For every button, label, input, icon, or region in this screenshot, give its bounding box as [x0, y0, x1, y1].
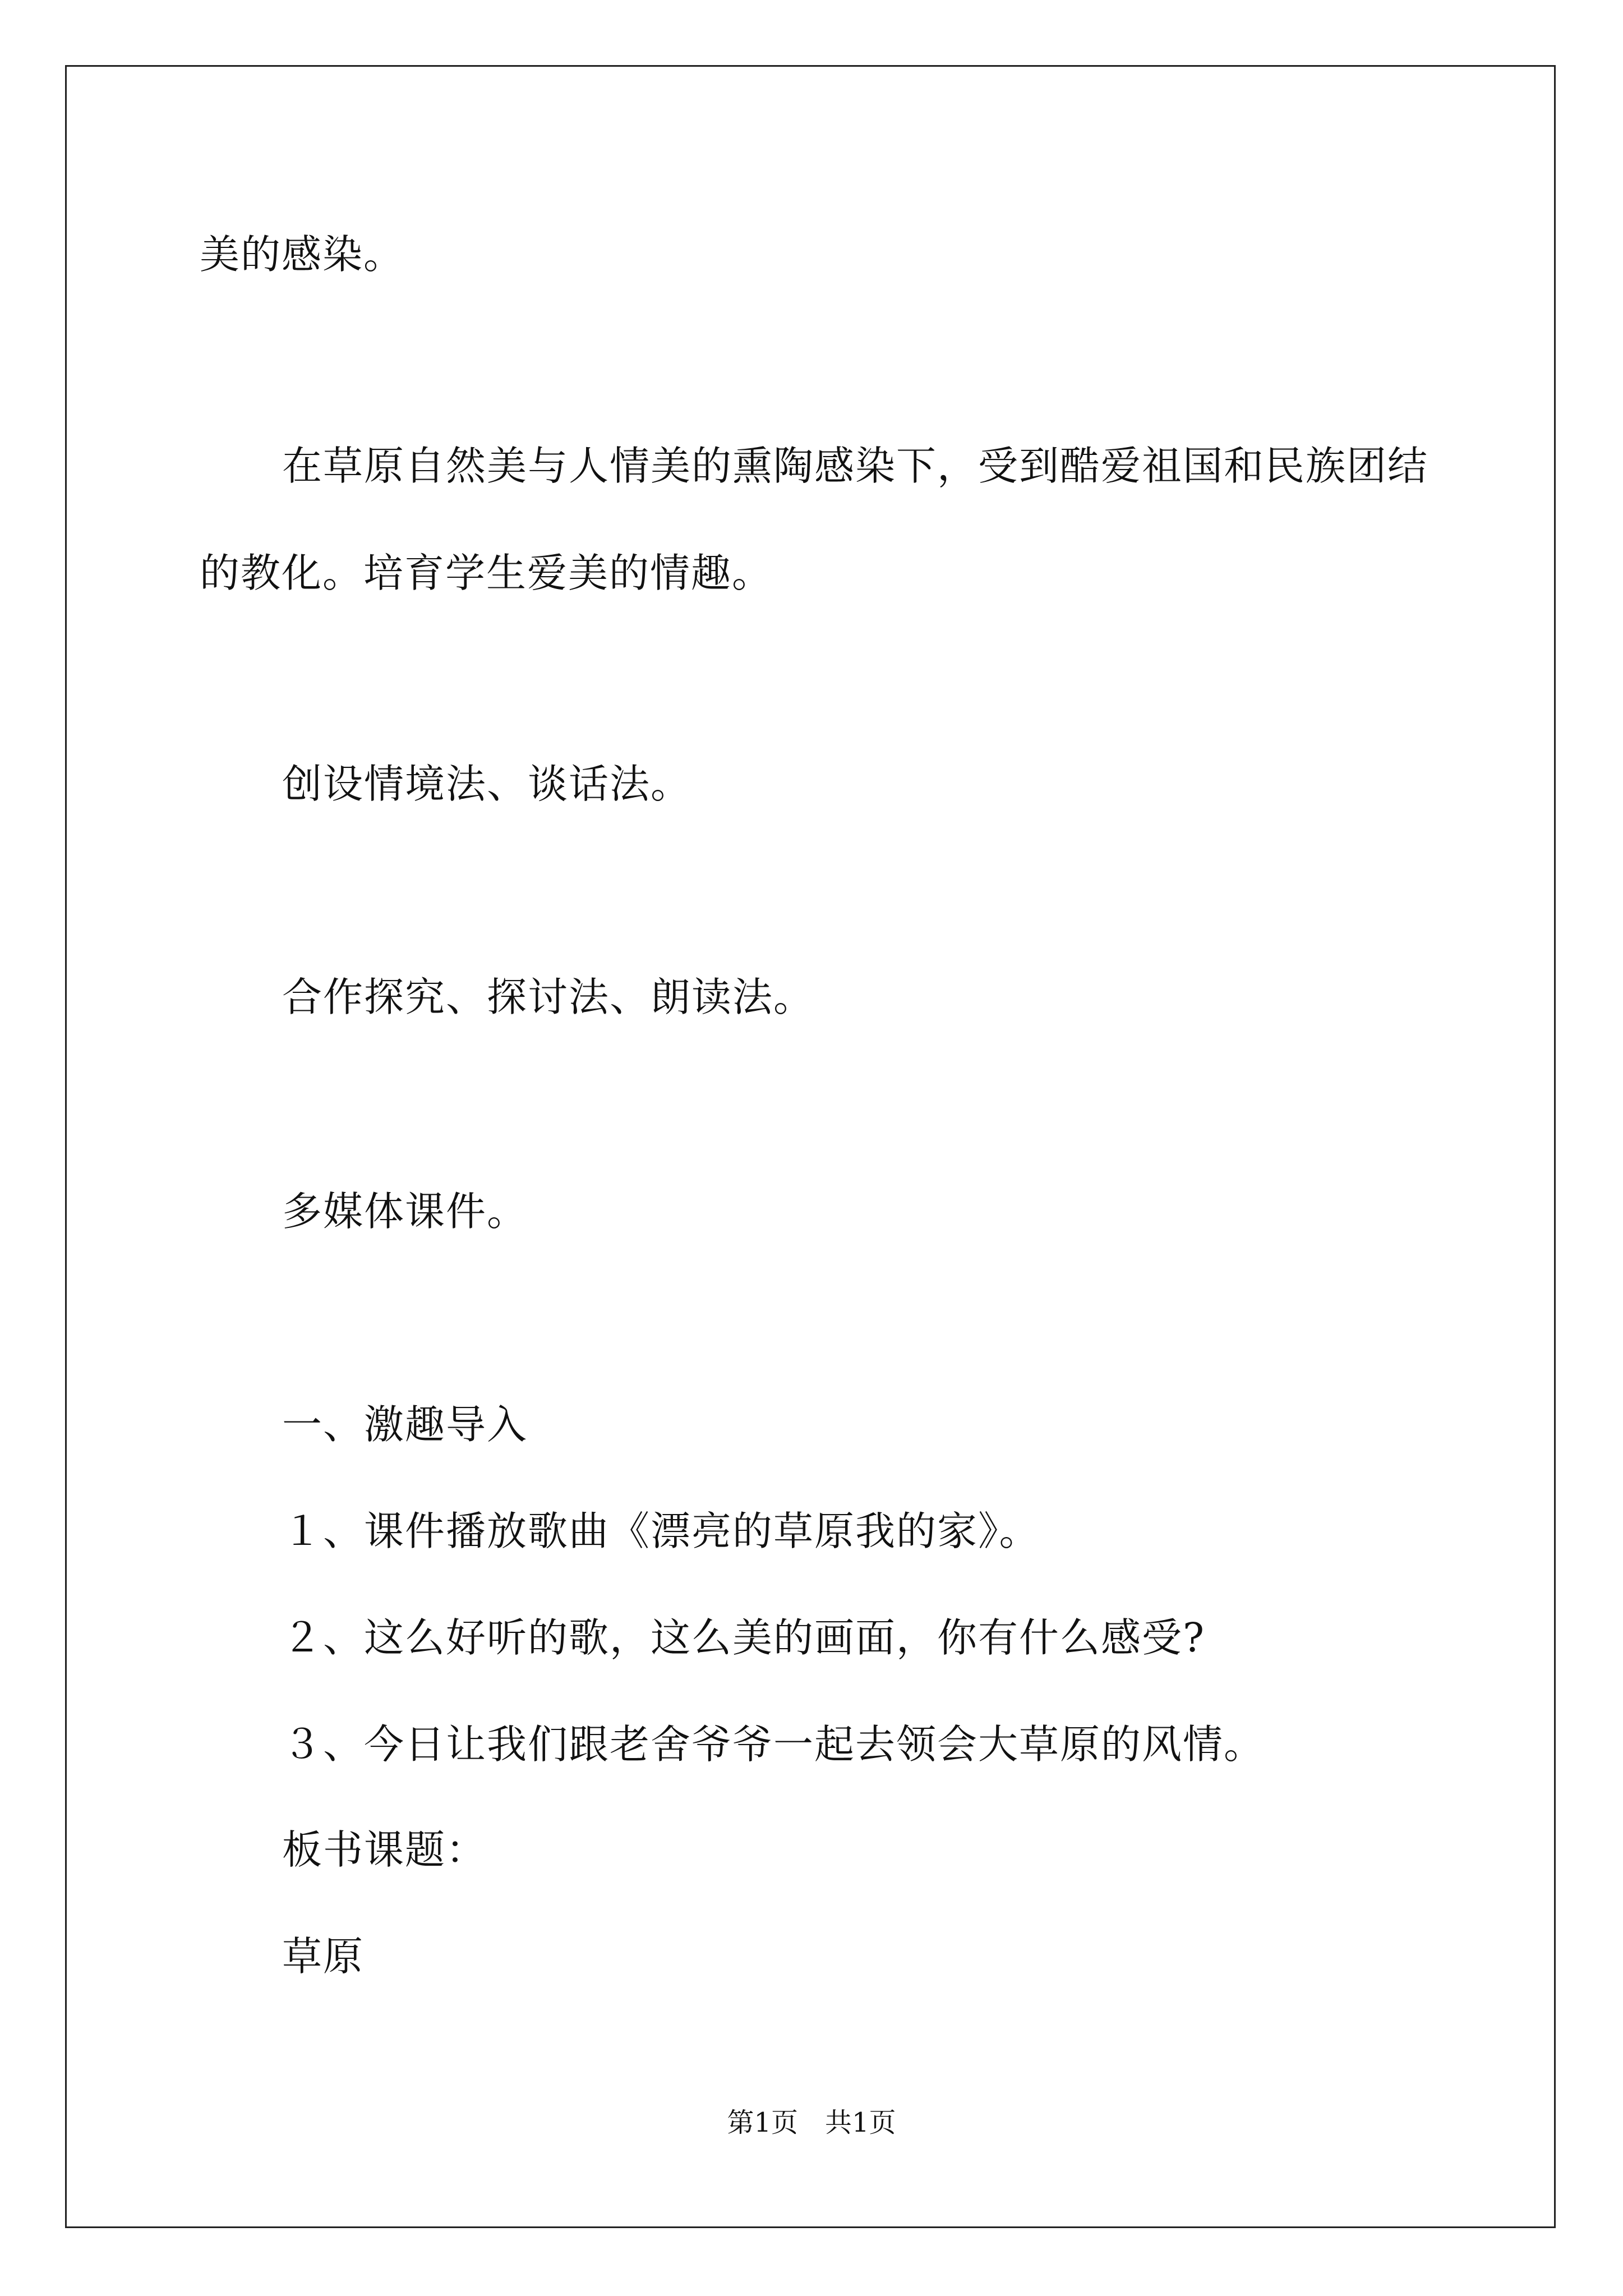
paragraph-1: 美的感染。 [200, 231, 405, 278]
paragraph-2-line-1: 在草原自然美与人情美的熏陶感染下，受到酷爱祖国和民族团结 [282, 443, 1429, 489]
list-item-2: ２、这么好听的歌，这么美的画面，你有什么感受? [282, 1614, 1206, 1661]
list-item-1: １、课件播放歌曲《漂亮的草原我的家》。 [282, 1508, 1040, 1554]
paragraph-board-title: 板书课题： [282, 1826, 487, 1873]
paragraph-2-line-2: 的教化。培育学生爱美的情趣。 [200, 550, 773, 596]
section-heading-1: 一、激趣导入 [282, 1401, 528, 1448]
paragraph-5: 多媒体课件。 [282, 1188, 528, 1235]
page-border [65, 65, 1556, 2228]
page-number: 第1页 共1页 [727, 2107, 896, 2138]
list-item-3: ３、今日让我们跟老舍爷爷一起去领会大草原的风情。 [282, 1721, 1265, 1768]
paragraph-4: 合作探究、探讨法、朗读法。 [282, 974, 815, 1020]
paragraph-3: 创设情境法、谈话法。 [282, 761, 692, 807]
paragraph-lesson-title: 草原 [282, 1933, 365, 1980]
